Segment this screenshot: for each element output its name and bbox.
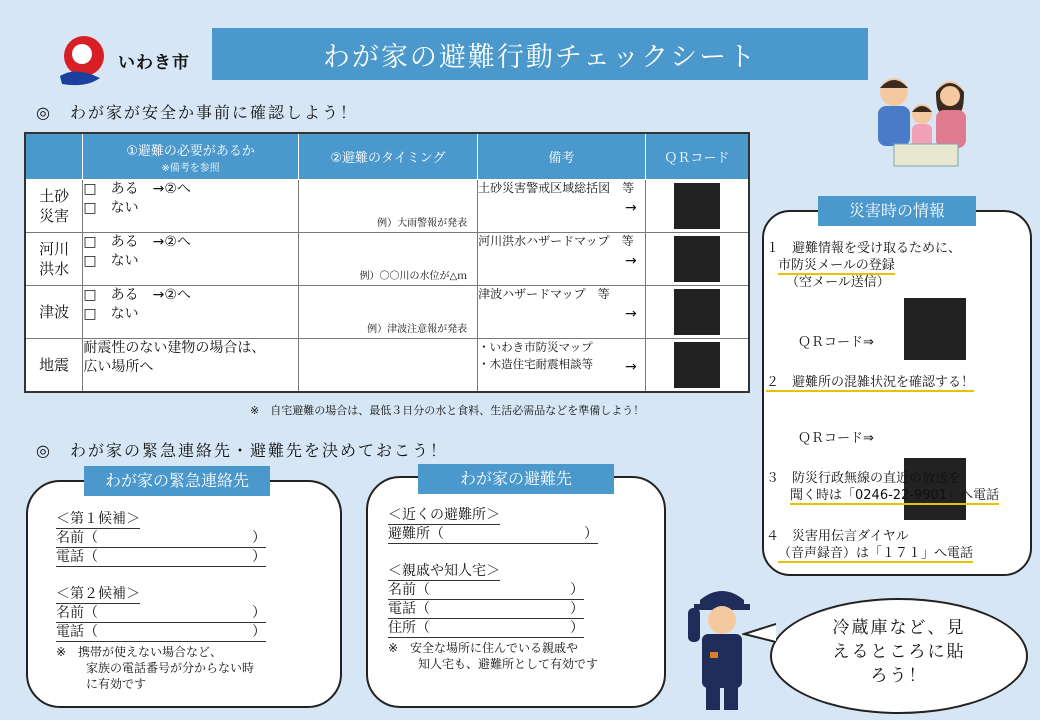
qr-code-icon[interactable] bbox=[674, 236, 720, 282]
hazard-label: 土砂 災害 bbox=[25, 180, 83, 233]
relatives-label: ＜親戚や知人宅＞ bbox=[388, 563, 500, 579]
nearby-shelter-label: ＜近くの避難所＞ bbox=[388, 507, 500, 523]
shelter-note: ※ 安全な場所に住んでいる親戚や 知人宅も、避難所として有効です bbox=[388, 641, 599, 671]
contacts-note: ※ 携帯が使えない場合など、 家族の電話番号が分からない時 に有効です bbox=[56, 645, 255, 691]
table-header-qr: ＱＲコード bbox=[645, 133, 749, 180]
candidate-1-name-field[interactable]: 名前（ ） bbox=[56, 530, 266, 546]
hazard-label: 地震 bbox=[25, 339, 83, 393]
need-options[interactable]: □ ある →②へ □ ない bbox=[83, 233, 298, 286]
info-item-3: ３ 防災行政無線の直近の放送を 聞く時は「0246-22-9901」へ電話 bbox=[766, 470, 1024, 504]
firefighter-illustration bbox=[682, 582, 762, 712]
notes-cell: 河川洪水ハザードマップ 等 → bbox=[478, 233, 646, 286]
evacuation-shelter-form bbox=[388, 506, 650, 672]
section-check-safety: ◎ わが家が安全か事前に確認しよう！ bbox=[36, 103, 358, 122]
qr-label-1: ＱＲコード⇒ bbox=[798, 335, 874, 350]
section-contacts: ◎ わが家の緊急連絡先・避難先を決めておこう！ bbox=[36, 441, 448, 460]
table-footnote: ※ 自宅避難の場合は、最低３日分の水と食料、生活必需品などを準備しよう！ bbox=[250, 404, 645, 417]
table-header-notes: 備考 bbox=[478, 133, 646, 180]
info-item-1-note: （空メール送信） bbox=[786, 275, 890, 290]
relative-phone-field[interactable]: 電話（ ） bbox=[388, 601, 584, 617]
shelter-name-field[interactable]: 避難所（ ） bbox=[388, 526, 598, 542]
qr-label-2: ＱＲコード⇒ bbox=[798, 431, 874, 446]
candidate-1-label: ＜第１候補＞ bbox=[56, 511, 140, 527]
qr-code-icon[interactable] bbox=[674, 342, 720, 388]
notes-cell: ・いわき市防災マップ ・木造住宅耐震相談等 → bbox=[478, 339, 646, 393]
hazard-label: 津波 bbox=[25, 286, 83, 339]
logo-text: いわき市 bbox=[118, 53, 190, 73]
table-header-timing: ②避難のタイミング bbox=[298, 133, 477, 180]
candidate-1-phone-field[interactable]: 電話（ ） bbox=[56, 549, 266, 565]
speech-bubble-text: 冷蔵庫など、見 えるところに貼 ろう！ bbox=[832, 618, 966, 686]
disaster-info-tab: 災害時の情報 bbox=[818, 196, 976, 226]
candidate-2-phone-field[interactable]: 電話（ ） bbox=[56, 624, 266, 640]
timing-cell[interactable] bbox=[298, 339, 477, 393]
table-header-blank bbox=[25, 133, 83, 180]
table-row bbox=[25, 286, 749, 339]
notes-cell: 津波ハザードマップ 等 → bbox=[478, 286, 646, 339]
table-row bbox=[25, 233, 749, 286]
qr-code-icon[interactable] bbox=[674, 183, 720, 229]
qr-cell bbox=[645, 233, 749, 286]
evacuation-shelter-tab: わが家の避難先 bbox=[418, 464, 614, 494]
notes-cell: 土砂災害警戒区域総括図 等 → bbox=[478, 180, 646, 233]
emergency-contacts-tab: わが家の緊急連絡先 bbox=[84, 466, 270, 496]
table-header-need: ①避難の必要があるか ※備考を参照 bbox=[83, 133, 298, 180]
need-options[interactable]: □ ある →②へ □ ない bbox=[83, 180, 298, 233]
qr-code-icon[interactable] bbox=[904, 298, 966, 360]
table-header-need-sub: ※備考を参照 bbox=[161, 162, 220, 174]
qr-cell bbox=[645, 339, 749, 393]
page-title: わが家の避難行動チェックシート bbox=[212, 28, 868, 80]
evacuation-check-table bbox=[24, 132, 750, 393]
emergency-contacts-form bbox=[56, 510, 316, 692]
relative-address-field[interactable]: 住所（ ） bbox=[388, 620, 584, 636]
info-item-2: ２ 避難所の混雑状況を確認する！ bbox=[766, 375, 975, 390]
disaster-info-list bbox=[766, 240, 1024, 291]
timing-cell[interactable]: 例）〇〇川の水位が△ｍ bbox=[298, 233, 477, 286]
candidate-2-label: ＜第２候補＞ bbox=[56, 586, 140, 602]
table-row bbox=[25, 339, 749, 393]
table-row bbox=[25, 180, 749, 233]
info-item-4: ４ 災害用伝言ダイヤル （音声録音）は「１７１」へ電話 bbox=[766, 528, 1024, 562]
info-item-1: １ 避難情報を受け取るために、 bbox=[766, 241, 962, 256]
timing-cell[interactable]: 例）大雨警報が発表 bbox=[298, 180, 477, 233]
speech-bubble-tail-icon bbox=[742, 622, 776, 646]
candidate-2-name-field[interactable]: 名前（ ） bbox=[56, 605, 266, 621]
qr-cell bbox=[645, 286, 749, 339]
message-dial-number[interactable]: （音声録音）は「１７１」へ電話 bbox=[778, 546, 974, 561]
qr-code-icon[interactable] bbox=[674, 289, 720, 335]
info-item-1-mail[interactable]: 市防災メールの登録 bbox=[778, 258, 895, 273]
need-options: 耐震性のない建物の場合は、 広い場所へ bbox=[83, 339, 298, 393]
table-header-row bbox=[25, 133, 749, 180]
relative-name-field[interactable]: 名前（ ） bbox=[388, 582, 584, 598]
need-options[interactable]: □ ある →②へ □ ない bbox=[83, 286, 298, 339]
hazard-label: 河川 洪水 bbox=[25, 233, 83, 286]
radio-phone-number[interactable]: 聞く時は「0246-22-9901」へ電話 bbox=[790, 488, 1000, 503]
timing-cell[interactable]: 例）津波注意報が発表 bbox=[298, 286, 477, 339]
qr-cell bbox=[645, 180, 749, 233]
city-emblem-icon bbox=[52, 32, 116, 92]
family-illustration bbox=[864, 70, 984, 170]
